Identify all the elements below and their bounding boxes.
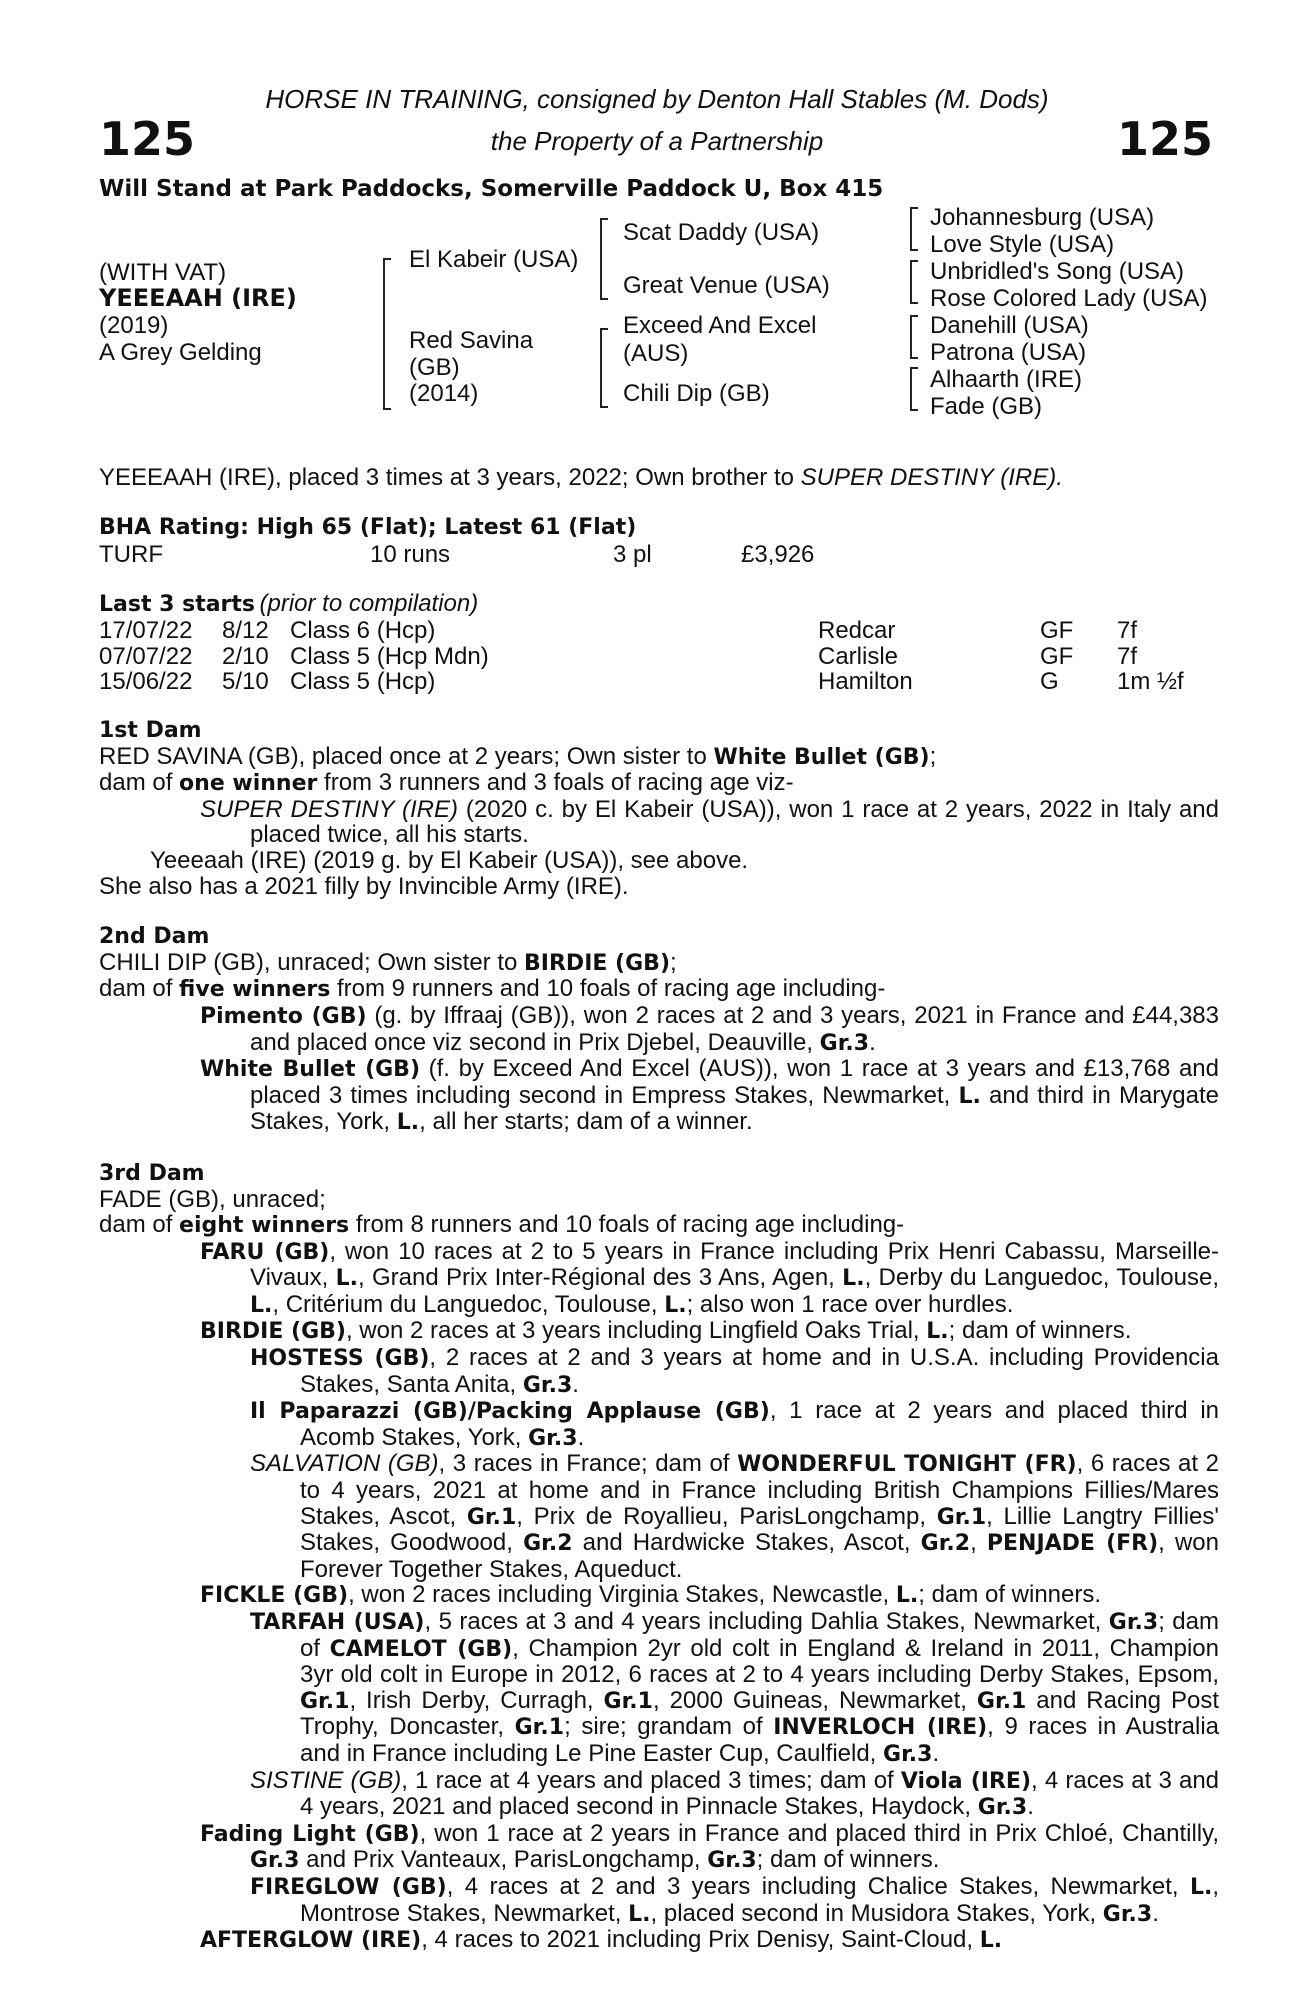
start-going: GF [1040,617,1074,644]
third-dam-line2: dam of eight winners from 8 runners and 10 foals of racing age including- [99,1211,905,1239]
start-position: 2/10 [222,642,269,670]
consignor-line: HORSE IN TRAINING, consigned by Denton Hall Stables (M. Dods) [265,84,1049,114]
rating-surface: TURF [99,541,163,568]
start-race: Class 6 (Hcp) [290,617,436,644]
property-line: the Property of a Partnership [490,126,824,156]
lot-number-left: 125 [99,112,196,166]
pedigree-dam-sire-line2: (AUS) [623,340,689,367]
bha-rating: BHA Rating: High 65 (Flat); Latest 61 (Flat) [99,515,637,540]
pedigree-brace-sd [910,260,918,304]
second-dam-line1: CHILI DIP (GB), unraced; Own sister to BIRDIE (GB); [99,948,677,976]
pedigree-brace-ds [910,315,918,359]
start-course: Hamilton [818,668,913,695]
first-dam-line1: RED SAVINA (GB), placed once at 2 years; Own sister to White Bullet (GB); [99,742,937,770]
start-course: Carlisle [818,642,899,670]
start-date: 17/07/22 [99,617,193,644]
third-dam-heading: 3rd Dam [99,1160,205,1186]
pedigree-g3-1: Johannesburg (USA) [930,204,1155,231]
produce-sistine: SISTINE (GB), 1 race at 4 years and placed 3 times; dam of Viola (IRE), 4 races at 3 and 4 years, 2021 and placed second in Pinnacle Stakes, Haydock, Gr.3. [250,1766,1220,1821]
pedigree-brace-dd [910,367,918,411]
pedigree-g3-6: Patrona (USA) [930,339,1087,366]
produce-fickle: FICKLE (GB), won 2 races including Virginia Stakes, Newcastle, L.; dam of winners. [200,1581,1102,1609]
horse-name: YEEEAAH (IRE) [99,284,297,312]
pedigree-brace-sire [600,218,608,300]
start-distance: 7f [1117,642,1138,670]
last-starts-note: (prior to compilation) [259,590,479,617]
first-dam-note: She also has a 2021 filly by Invincible Army (IRE). [99,872,629,900]
third-dam-line1: FADE (GB), unraced; [99,1185,326,1213]
produce-fading-light: Fading Light (GB), won 1 race at 2 years in France and placed third in Prix Chloé, Chantilly, Gr.3 and Prix Vanteaux, ParisLongchamp, Gr.3; dam of winners. [200,1819,1219,1874]
start-position: 8/12 [222,617,269,644]
rating-runs: 10 runs [370,541,451,568]
pedigree-g3-5: Danehill (USA) [930,312,1089,339]
produce-faru: FARU (GB), won 10 races at 2 to 5 years in France including Prix Henri Cabassu, Marseille-Vivaux, L., Grand Prix Inter-Régional des 3 Ans, Agen, L., Derby du Languedoc, Toulouse, L., Critérium du Languedoc, Toulouse, L.; also won 1 race over hurdles. [200,1237,1219,1318]
pedigree-g3-3: Unbridled's Song (USA) [930,258,1185,285]
start-going: GF [1040,642,1074,670]
produce-afterglow: AFTERGLOW (IRE), 4 races to 2021 including Prix Denisy, Saint-Cloud, L. [200,1926,1003,1954]
pedigree-g3-7: Alhaarth (IRE) [930,366,1083,393]
stand-location: Will Stand at Park Paddocks, Somerville Paddock U, Box 415 [99,176,884,202]
pedigree-g3-4: Rose Colored Lady (USA) [930,285,1208,312]
lot-number-right: 125 [1117,112,1214,166]
first-dam-line2: dam of one winner from 3 runners and 3 foals of racing age viz- [99,769,794,797]
start-distance: 1m ½f [1117,668,1184,695]
rating-earnings: £3,926 [741,541,815,568]
start-race: Class 5 (Hcp) [290,668,436,695]
pedigree-brace-ss [910,207,918,251]
pedigree-brace-main [383,258,391,410]
pedigree-sire: El Kabeir (USA) [409,246,579,273]
start-date: 15/06/22 [99,668,193,695]
horse-year: (2019) [99,312,169,339]
pedigree-g3-2: Love Style (USA) [930,231,1115,258]
start-distance: 7f [1117,617,1138,644]
second-dam-heading: 2nd Dam [99,924,210,950]
pedigree-g3-8: Fade (GB) [930,393,1043,420]
first-dam-produce-1: SUPER DESTINY (IRE) (2020 c. by El Kabeir (USA)), won 1 race at 2 years, 2022 in Italy and placed twice, all his starts. [200,795,1219,849]
produce-tarfah: TARFAH (USA), 5 races at 3 and 4 years including Dahlia Stakes, Newmarket, Gr.3; dam of CAMELOT (GB), Champion 2yr old colt in England & Ireland in 2011, Champion 3yr old colt in Europe in 2012, 6 races at 2 to 4 years including Derby Stakes, Epsom, Gr.1, Irish Derby, Curragh, Gr.1, 2000 Guineas, Newmarket, Gr.1 and Racing Post Trophy, Doncaster, Gr.1; sire; grandam of INVERLOCH (IRE), 9 races in Australia and in France including Le Pine Easter Cup, Caulfield, Gr.3. [250,1608,1220,1767]
second-dam-produce-1: Pimento (GB) (g. by Iffraaj (GB)), won 2 races at 2 and 3 years, 2021 in France and £44,383 and placed once viz second in Prix Djebel, Deauville, Gr.3. [200,1001,1219,1056]
produce-hostess: HOSTESS (GB), 2 races at 2 and 3 years at home and in U.S.A. including Providencia Stakes, Santa Anita, Gr.3. [250,1344,1219,1398]
start-race: Class 5 (Hcp Mdn) [290,642,489,670]
pedigree-dam-line1: Red Savina [409,327,534,354]
start-position: 5/10 [222,668,269,695]
last-starts-title: Last 3 starts [99,592,256,617]
first-dam-produce-2: Yeeeaah (IRE) (2019 g. by El Kabeir (USA)), see above. [150,846,749,874]
vat-note: (WITH VAT) [99,259,227,286]
pedigree-sire-dam: Great Venue (USA) [623,272,830,299]
produce-birdie: BIRDIE (GB), won 2 races at 3 years including Lingfield Oaks Trial, L.; dam of winners. [200,1317,1132,1345]
pedigree-sire-sire: Scat Daddy (USA) [623,219,820,246]
produce-il-paparazzi: Il Paparazzi (GB)/Packing Applause (GB), 1 race at 2 years and placed third in Acomb Stakes, York, Gr.3. [250,1397,1219,1451]
pedigree-brace-dam [600,328,608,408]
body-text [99,718,1219,1954]
summary-italic: SUPER DESTINY (IRE). [800,464,1063,491]
last-starts-heading [99,590,478,618]
pedigree-dam-dam: Chili Dip (GB) [623,380,770,407]
start-course: Redcar [818,617,896,644]
pedigree-dam-sire-line1: Exceed And Excel [623,312,817,339]
rating-placed: 3 pl [613,541,652,568]
produce-salvation: SALVATION (GB), 3 races in France; dam of WONDERFUL TONIGHT (FR), 6 races at 2 to 4 years, 2021 at home and in France including British Champions Fillies/Mares Stakes, Ascot, Gr.1, Prix de Royallieu, ParisLongchamp, Gr.1, Lillie Langtry Fillies' Stakes, Goodwood, Gr.2 and Hardwicke Stakes, Ascot, Gr.2, PENJADE (FR), won Forever Together Stakes, Aqueduct. [250,1450,1220,1583]
summary-text: YEEEAAH (IRE), placed 3 times at 3 years, 2022; Own brother to [99,464,801,491]
produce-fireglow: FIREGLOW (GB), 4 races at 2 and 3 years including Chalice Stakes, Newmarket, L., Montrose Stakes, Newmarket, L., placed second in Musidora Stakes, York, Gr.3. [250,1872,1220,1927]
horse-description: A Grey Gelding [99,339,262,366]
first-dam-heading: 1st Dam [99,718,202,743]
second-dam-line2: dam of five winners from 9 runners and 10 foals of racing age including- [99,975,886,1003]
start-date: 07/07/22 [99,642,193,670]
pedigree-dam-line3: (2014) [409,380,479,407]
start-going: G [1040,668,1059,695]
pedigree-dam-line2: (GB) [409,354,460,381]
second-dam-produce-2: White Bullet (GB) (f. by Exceed And Excel (AUS)), won 1 race at 3 years and £13,768 and placed 3 times including second in Empress Stakes, Newmarket, L. and third in Marygate Stakes, York, L., all her starts; dam of a winner. [200,1055,1219,1136]
horse-summary [99,464,1063,492]
